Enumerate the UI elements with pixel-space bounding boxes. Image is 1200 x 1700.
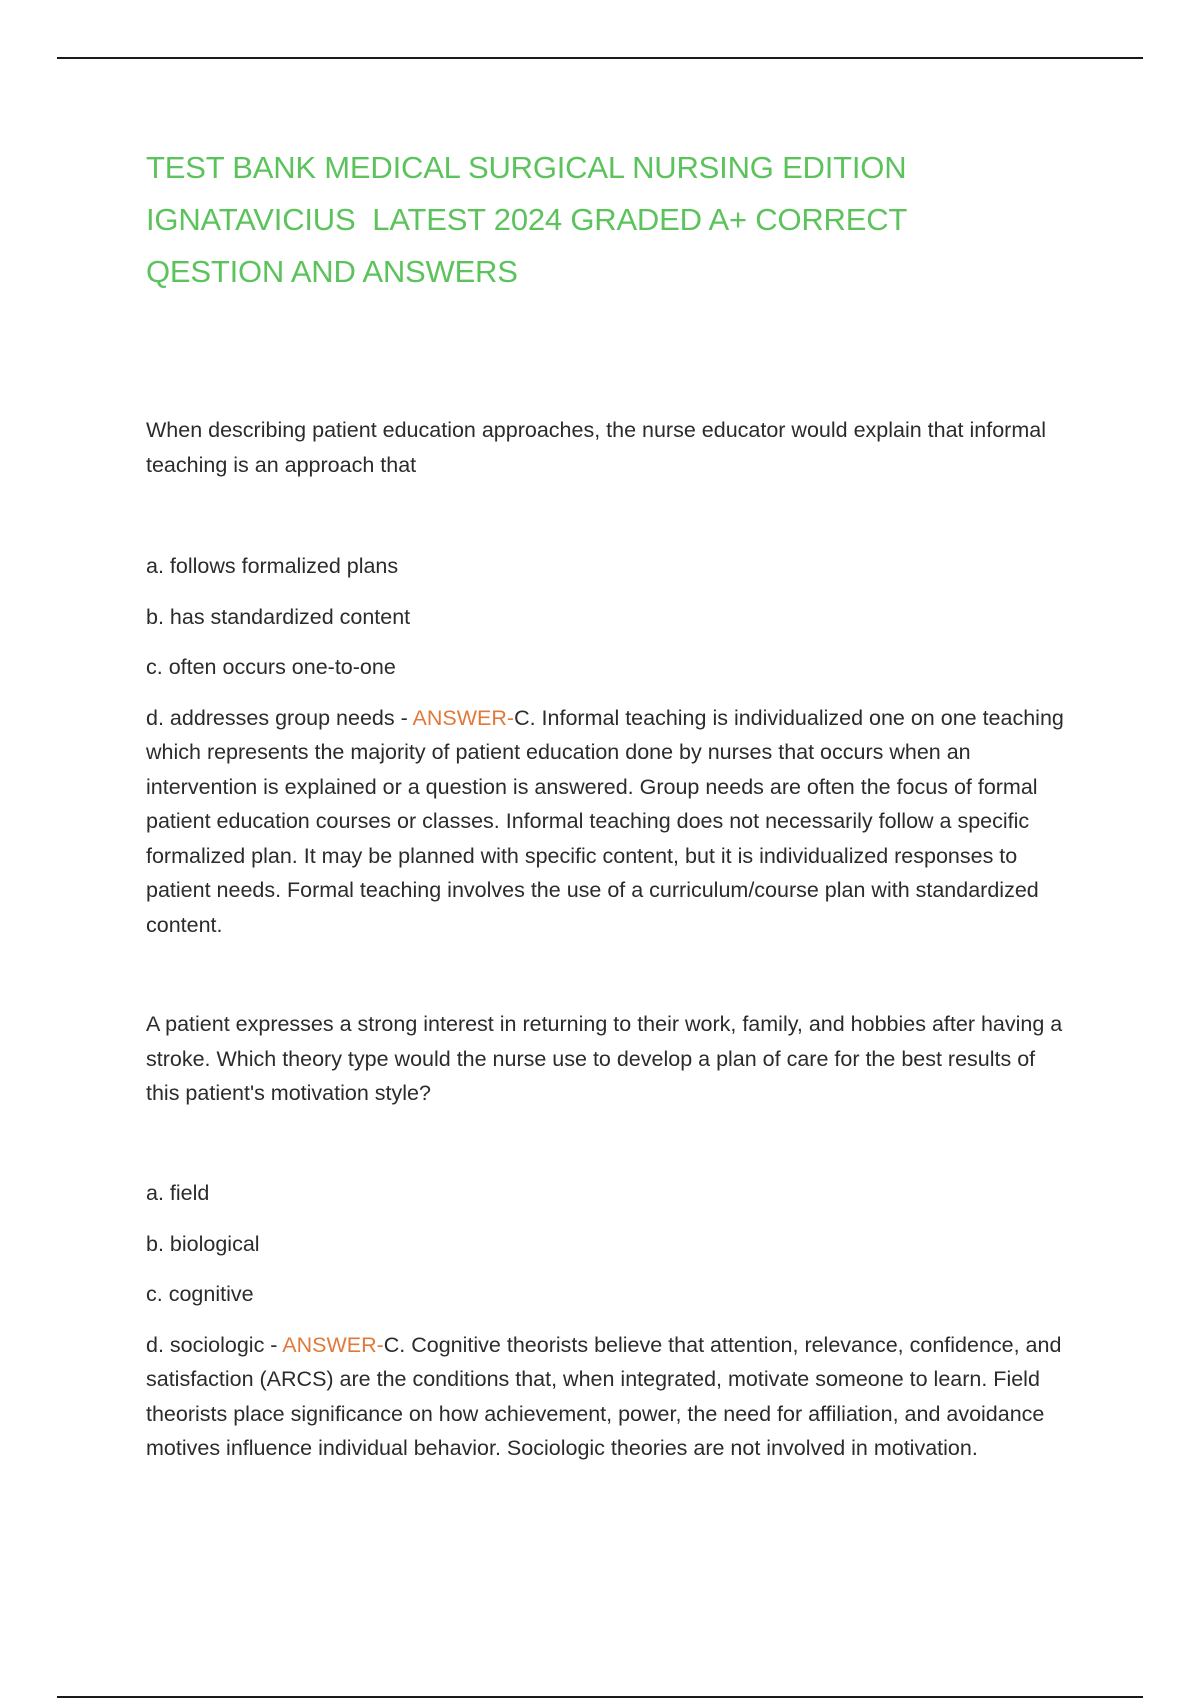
question-2-answer-rationale: C. Cognitive theorists believe that attention, relevance, confidence, and satisfaction (ARCS) are the conditions that, when integrated, motivate someone to learn. Field theorists place significance on how achievement, power, the need for affiliation, and avoidance motives influence individual behavior. Sociologic theories are not involved in motivation.: [146, 1332, 1062, 1460]
question-2-option-d: d. sociologic -: [146, 1332, 283, 1357]
question-1-option-d-with-answer: [146, 701, 1066, 943]
question-2-stem: A patient expresses a strong interest in returning to their work, family, and hobbies after having a stroke. Which theory type would the nurse use to develop a plan of care for the best results of this patient's motivation style?: [146, 1012, 1063, 1105]
top-rule: [57, 57, 1143, 59]
question-2-option-a: a. field: [146, 1181, 210, 1205]
question-1-option-c: c. often occurs one-to-one: [146, 655, 396, 679]
answer-label: ANSWER-: [412, 705, 515, 730]
question-2-option-b: b. biological: [146, 1231, 260, 1256]
title-line-2: IGNATAVICIUS LATEST 2024 GRADED A+ CORRECT: [146, 202, 908, 237]
question-2-option-c: c. cognitive: [146, 1282, 254, 1306]
question-1-options: [146, 549, 1066, 958]
question-1-stem: When describing patient education approaches, the nurse educator would explain that informal teaching is an approach that: [146, 418, 1046, 477]
document-title: [146, 142, 1106, 298]
question-1-option-a: a. follows formalized plans: [146, 554, 399, 578]
title-line-1: TEST BANK MEDICAL SURGICAL NURSING EDITION: [146, 150, 907, 185]
question-1-answer-rationale: C. Informal teaching is individualized one on one teaching which represents the majority of patient education done by nurses that occurs when an intervention is explained or a question is answered. Group needs are often the focus of formal patient education courses or classes. Informal teaching does not necessarily follow a specific formalized plan. It may be planned with specific content, but it is individualized responses to patient needs. Formal teaching involves the use of a curriculum/course plan with standardized content.: [146, 705, 1064, 937]
answer-label: ANSWER-: [282, 1332, 384, 1357]
question-2-option-d-with-answer: [146, 1328, 1066, 1466]
question-1-option-b: b. has standardized content: [146, 604, 411, 629]
bottom-rule: [57, 1696, 1143, 1698]
question-1-option-d: d. addresses group needs -: [146, 705, 413, 730]
question-2-options: [146, 1176, 1066, 1482]
title-line-3: QESTION AND ANSWERS: [146, 254, 518, 289]
